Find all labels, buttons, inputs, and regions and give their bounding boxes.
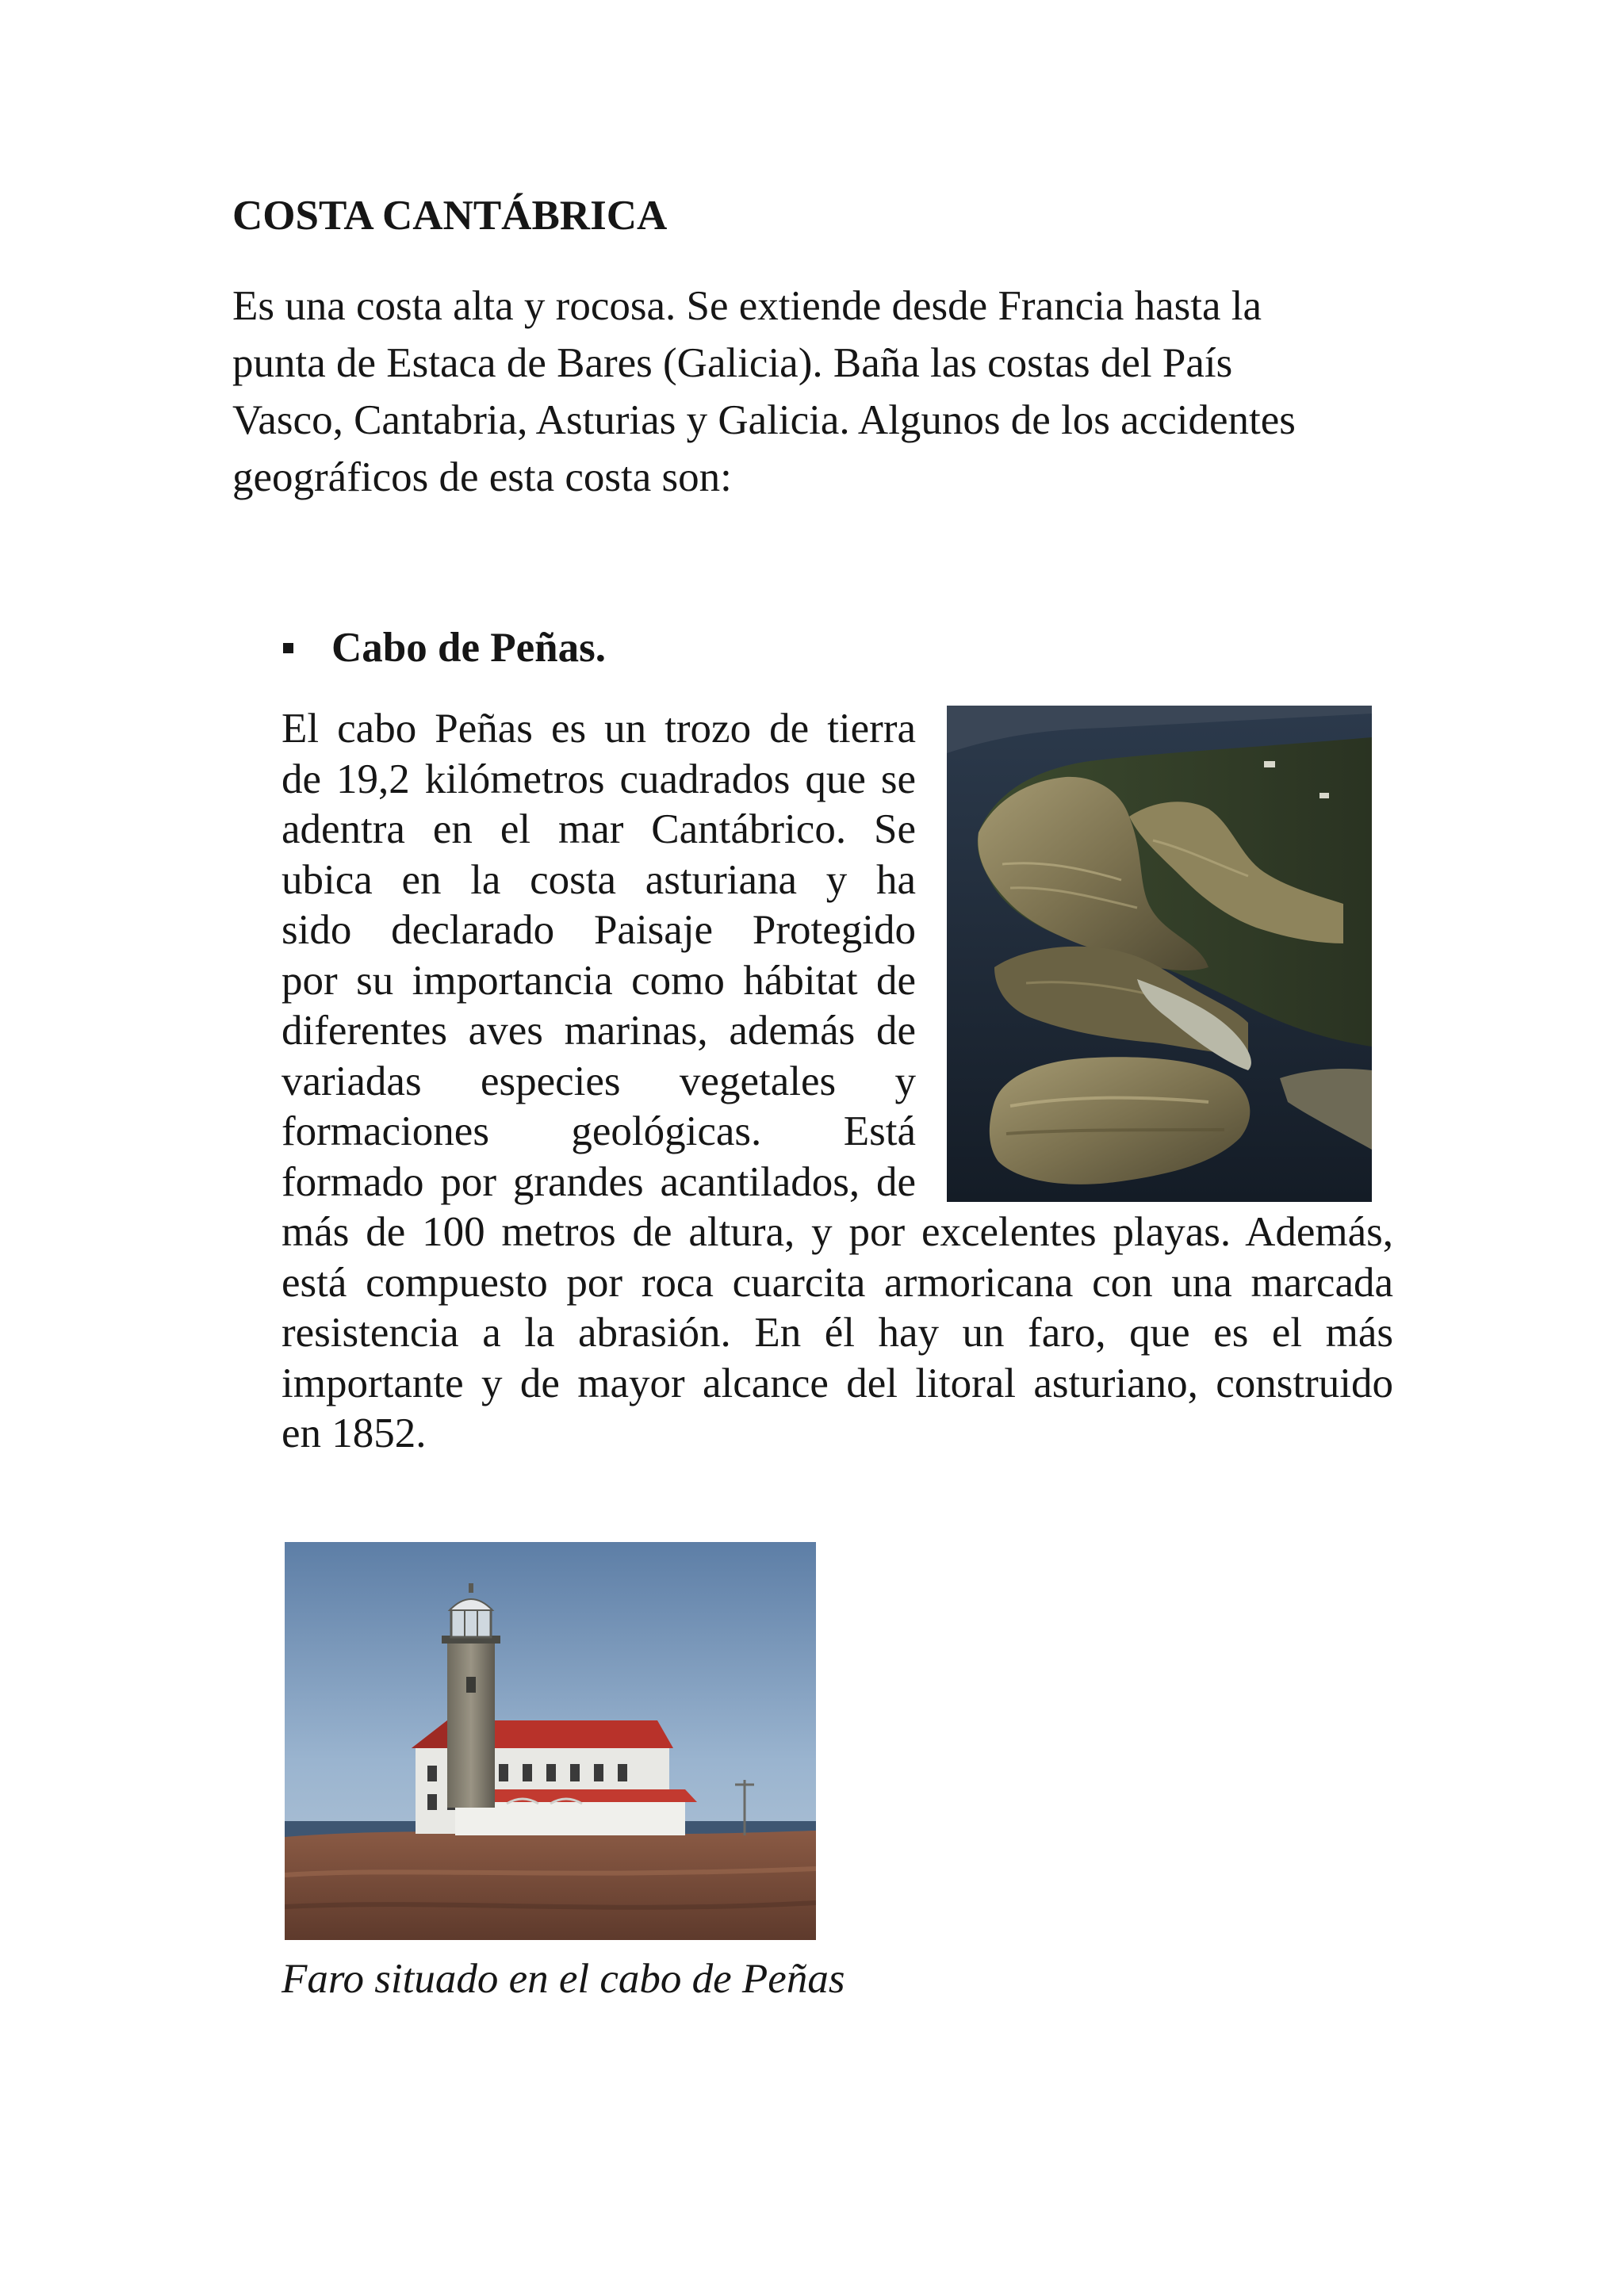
body-line: variadas especies vegetales y bbox=[282, 1058, 916, 1104]
body-line: ubica en la costa asturiana y ha bbox=[282, 856, 916, 903]
page-title: COSTA CANTÁBRICA bbox=[232, 193, 668, 239]
body-line: está compuesto por roca cuarcita armoricana con una marcada bbox=[282, 1259, 1393, 1306]
cliff-photo-illustration bbox=[947, 706, 1372, 1202]
body-paragraph-full bbox=[282, 1207, 1393, 1460]
intro-line: Es una costa alta y rocosa. Se extiende desde Francia hasta la bbox=[232, 283, 1262, 329]
body-line: sido declarado Paisaje Protegido bbox=[282, 907, 916, 953]
intro-line: punta de Estaca de Bares (Galicia). Baña las costas del País bbox=[232, 340, 1233, 386]
lighthouse-photo-illustration bbox=[285, 1542, 816, 1940]
intro-paragraph bbox=[232, 277, 1366, 506]
bullet-item-cabo-de-penas bbox=[283, 622, 606, 673]
body-paragraph-wrapped bbox=[282, 704, 916, 1207]
body-line: resistencia a la abrasión. En él hay un faro, que es el más bbox=[282, 1310, 1393, 1356]
square-bullet-icon bbox=[283, 643, 293, 653]
body-line: adentra en el mar Cantábrico. Se bbox=[282, 806, 916, 852]
body-line: de 19,2 kilómetros cuadrados que se bbox=[282, 756, 916, 802]
body-line: formado por grandes acantilados, de bbox=[282, 1158, 916, 1205]
intro-line: geográficos de esta costa son: bbox=[232, 454, 732, 500]
body-line: diferentes aves marinas, además de bbox=[282, 1008, 916, 1054]
body-line: en 1852. bbox=[282, 1410, 427, 1456]
body-line: más de 100 metros de altura, y por excelentes playas. Además, bbox=[282, 1209, 1393, 1255]
body-line: por su importancia como hábitat de bbox=[282, 957, 916, 1004]
body-line: importante y de mayor alcance del litoral asturiano, construido bbox=[282, 1360, 1393, 1406]
body-line: formaciones geológicas. Está bbox=[282, 1108, 916, 1154]
photo-caption: Faro situado en el cabo de Peñas bbox=[282, 1956, 845, 2002]
bullet-title: Cabo de Peñas. bbox=[331, 625, 607, 671]
lighthouse-photo bbox=[285, 1542, 816, 1940]
intro-line: Vasco, Cantabria, Asturias y Galicia. Algunos de los accidentes bbox=[232, 397, 1296, 443]
body-line: El cabo Peñas es un trozo de tierra bbox=[282, 706, 916, 752]
cliff-photo bbox=[947, 706, 1372, 1202]
